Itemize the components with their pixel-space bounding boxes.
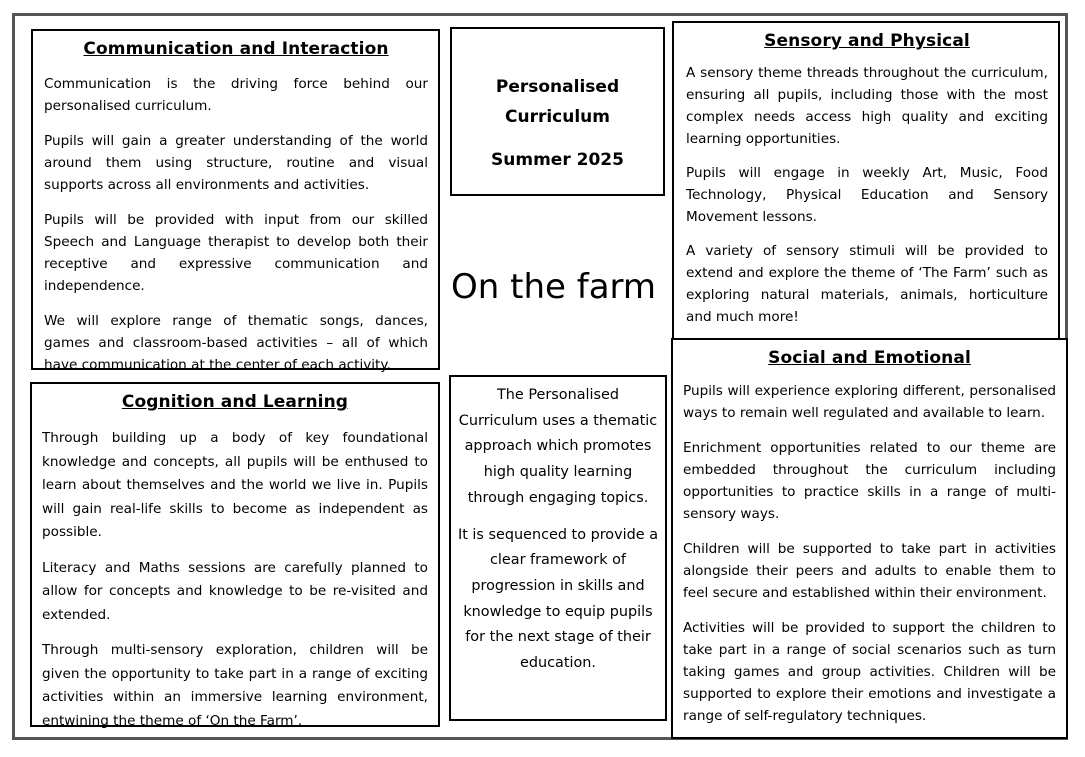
communication-paragraph-3: Pupils will be provided with input from our skilled Speech and Language therapist to develop both their receptive and expressive communication and independence. [44, 212, 428, 294]
cognition-heading: Cognition and Learning [121, 392, 349, 412]
curriculum-title-box [450, 27, 665, 196]
communication-heading: Communication and Interaction [83, 39, 389, 59]
approach-paragraph-1: The Personalised Curriculum uses a thematic approach which promotes high quality learning through engaging topics. [458, 387, 658, 506]
social-paragraph-3: Children will be supported to take part in activities alongside their peers and adults to enable them to feel secure and established within their environment. [683, 541, 1056, 601]
social-paragraph-1: Pupils will experience exploring different, personalised ways to remain well regulated and available to learn. [683, 383, 1056, 421]
theme-title: On the farm [451, 267, 657, 307]
social-emotional-section [671, 338, 1068, 739]
social-paragraph-2: Enrichment opportunities related to our theme are embedded throughout the curriculum including opportunities to practice skills in a range of multi-sensory ways. [683, 440, 1056, 522]
cognition-paragraph-1: Through building up a body of key foundational knowledge and concepts, all pupils will be enthused to learn about themselves and the world we live in. Pupils will gain real-life skills to become as independent as possible. [42, 430, 428, 540]
sensory-paragraph-1: A sensory theme threads throughout the curriculum, ensuring all pupils, including those with the most complex needs access high quality and exciting learning opportunities. [686, 65, 1048, 147]
sensory-paragraph-2: Pupils will engage in weekly Art, Music, Food Technology, Physical Education and Sensory Movement lessons. [686, 165, 1048, 225]
cognition-learning-section [30, 382, 440, 727]
cognition-paragraph-3: Through multi-sensory exploration, children will be given the opportunity to take part in a range of exciting activities within an immersive learning environment, entwining the theme of ‘On the Farm’. [42, 642, 428, 729]
sensory-heading: Sensory and Physical [764, 31, 970, 51]
social-paragraph-4: Activities will be provided to support the children to take part in a range of social scenarios such as turn taking games and group activities. Children will be supported to explore their emotions and investigate a range of self-regulatory techniques. [683, 620, 1056, 724]
social-heading: Social and Emotional [768, 348, 971, 368]
title-line-personalised: Personalised [495, 77, 620, 97]
sensory-paragraph-3: A variety of sensory stimuli will be provided to extend and explore the theme of ‘The Farm’ such as exploring natural materials, animals, horticulture and much more! [686, 243, 1048, 325]
title-line-curriculum: Curriculum [505, 107, 610, 127]
communication-paragraph-2: Pupils will gain a greater understanding of the world around them using structure, routine and visual supports across all environments and activities. [44, 133, 428, 193]
curriculum-approach-box [449, 375, 667, 721]
cognition-paragraph-2: Literacy and Maths sessions are carefully planned to allow for concepts and knowledge to be re-visited and extended. [42, 559, 428, 623]
communication-interaction-section [31, 29, 440, 373]
communication-paragraph-1: Communication is the driving force behind our personalised curriculum. [44, 76, 428, 114]
sensory-physical-section [672, 21, 1060, 342]
communication-paragraph-4: We will explore range of thematic songs, dances, games and classroom-based activities – all of which have communication at the center of each activity. [44, 313, 428, 373]
approach-paragraph-2: It is sequenced to provide a clear framework of progression in skills and knowledge to equip pupils for the next stage of their education. [457, 526, 659, 672]
title-line-term: Summer 2025 [491, 150, 624, 170]
